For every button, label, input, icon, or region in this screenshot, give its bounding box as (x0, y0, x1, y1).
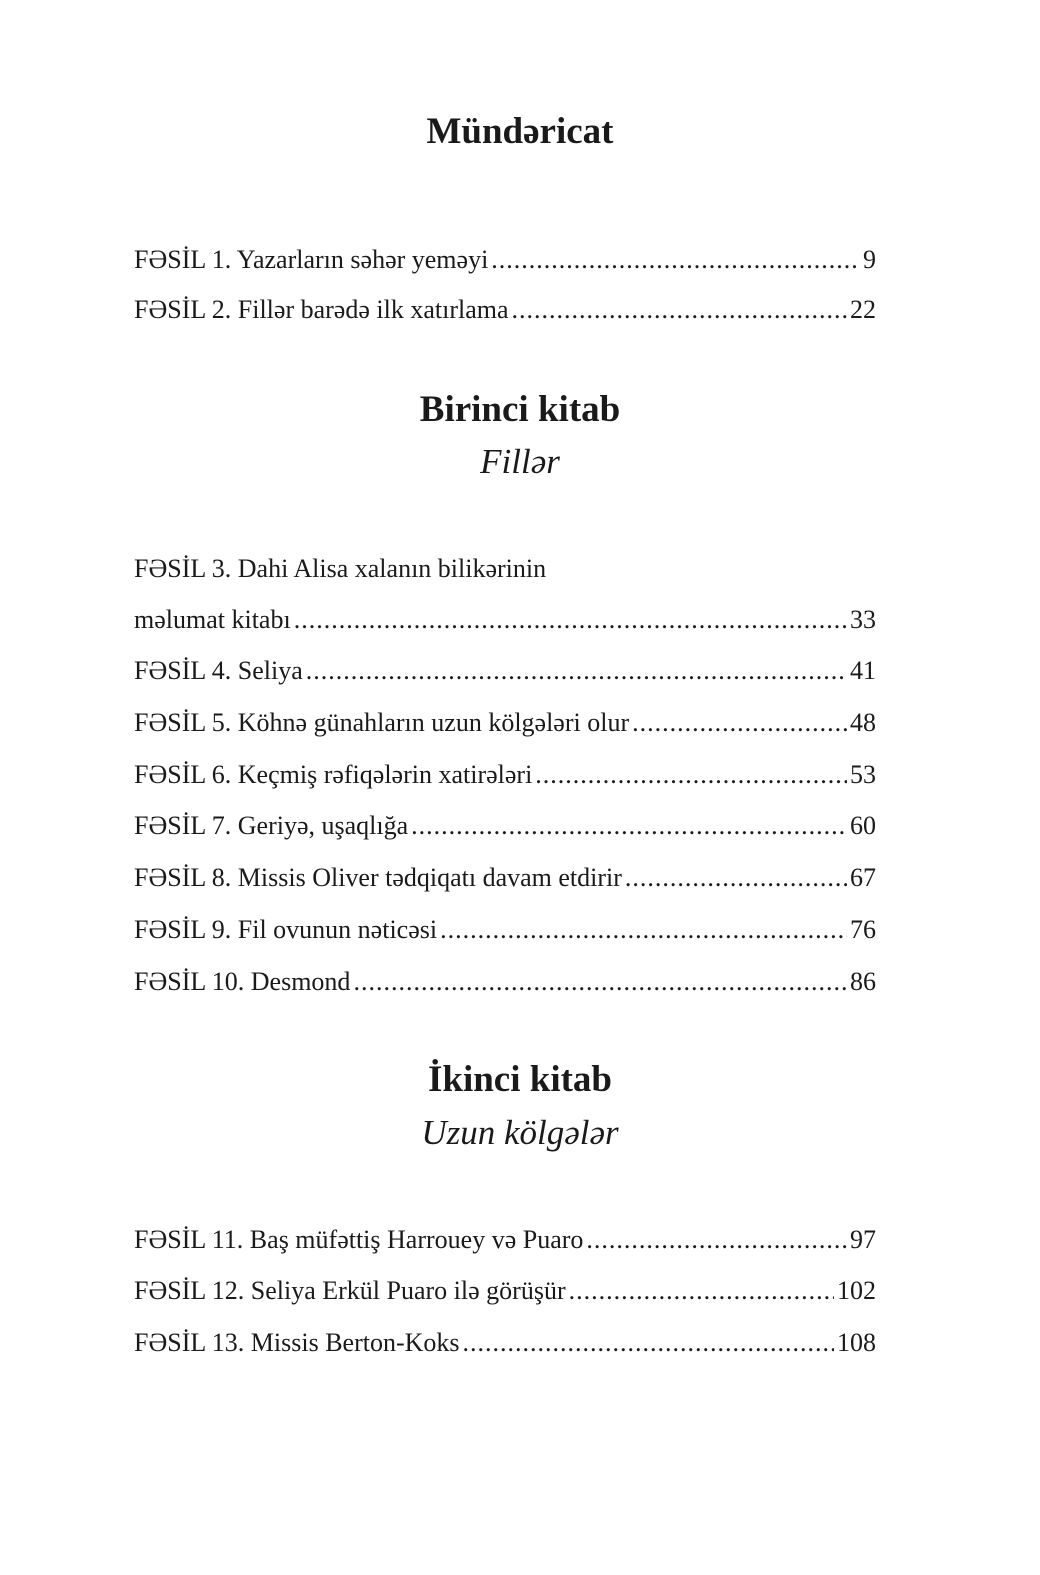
toc-entry-page: 48 (850, 708, 876, 737)
contents-title: Mündəricat (426, 111, 614, 152)
toc-entry-page: 102 (837, 1276, 876, 1305)
toc-entry (134, 1323, 876, 1363)
toc-entry-title: FƏSİL 2. Fillər barədə ilk xatırlama (134, 295, 509, 324)
toc-leader-dots (294, 600, 847, 640)
toc-entry-title: FƏSİL 12. Seliya Erkül Puaro ilə görüşür (134, 1276, 566, 1305)
toc-entry-title: FƏSİL 9. Fil ovunun nəticəsi (134, 915, 438, 944)
toc-entry (134, 600, 876, 640)
toc-entry-title: FƏSİL 10. Desmond (134, 967, 351, 996)
toc-entry-title: FƏSİL 11. Baş müfəttiş Harrouey və Puaro (134, 1225, 584, 1254)
toc-entry-page: 33 (850, 605, 876, 634)
toc-leader-dots (586, 1220, 847, 1260)
toc-entry-title: FƏSİL 5. Köhnə günahların uzun kölgələri olur (134, 708, 630, 737)
toc-entry-page: 9 (863, 245, 876, 274)
toc-entry-title-line1: FƏSİL 3. Dahi Alisa xalanın bilikərinin (134, 554, 547, 583)
toc-entry (134, 858, 876, 898)
toc-entry-title: məlumat kitabı (134, 605, 291, 634)
toc-entry-title: FƏSİL 1. Yazarların səhər yeməyi (134, 245, 489, 274)
toc-entry (134, 755, 876, 795)
toc-entry (134, 290, 876, 330)
toc-entry-title: FƏSİL 8. Missis Oliver tədqiqatı davam etdirir (134, 863, 622, 892)
toc-entry (134, 240, 876, 280)
toc-entry-page: 86 (850, 967, 876, 996)
toc-entry-page: 67 (850, 863, 876, 892)
toc-leader-dots (491, 240, 860, 280)
toc-leader-dots (440, 910, 847, 950)
book2-title: İkinci kitab (427, 1059, 613, 1100)
toc-entry (134, 703, 876, 743)
toc-leader-dots (306, 651, 847, 691)
toc-entry-title: FƏSİL 4. Seliya (134, 656, 303, 685)
toc-leader-dots (625, 858, 847, 898)
toc-entry (134, 1220, 876, 1260)
toc-entry (134, 962, 876, 1002)
toc-leader-dots (535, 755, 847, 795)
toc-entry-page: 22 (850, 295, 876, 324)
toc-entry (134, 1271, 876, 1311)
toc-entry (134, 651, 876, 691)
toc-leader-dots (632, 703, 847, 743)
toc-entry-page: 53 (850, 760, 876, 789)
toc-entry-page: 41 (850, 656, 876, 685)
toc-entry-page: 108 (837, 1328, 876, 1357)
toc-leader-dots (463, 1323, 834, 1363)
toc-leader-dots (569, 1271, 834, 1311)
toc-entry-title: FƏSİL 13. Missis Berton-Koks (134, 1328, 460, 1357)
toc-entry-title: FƏSİL 7. Geriyə, uşaqlığa (134, 811, 409, 840)
book2-subtitle: Uzun kölgələr (421, 1113, 619, 1152)
toc-entry-page: 97 (850, 1225, 876, 1254)
book1-subtitle: Fillər (480, 442, 560, 481)
book1-title: Birinci kitab (419, 389, 621, 430)
toc-leader-dots (411, 806, 847, 846)
toc-entry (134, 806, 876, 846)
toc-leader-dots (353, 962, 847, 1002)
toc-entry-title: FƏSİL 6. Keçmiş rəfiqələrin xatirələri (134, 760, 533, 789)
toc-entry (134, 910, 876, 950)
toc-leader-dots (512, 290, 848, 330)
toc-entry-page: 76 (850, 915, 876, 944)
toc-entry-page: 60 (850, 811, 876, 840)
